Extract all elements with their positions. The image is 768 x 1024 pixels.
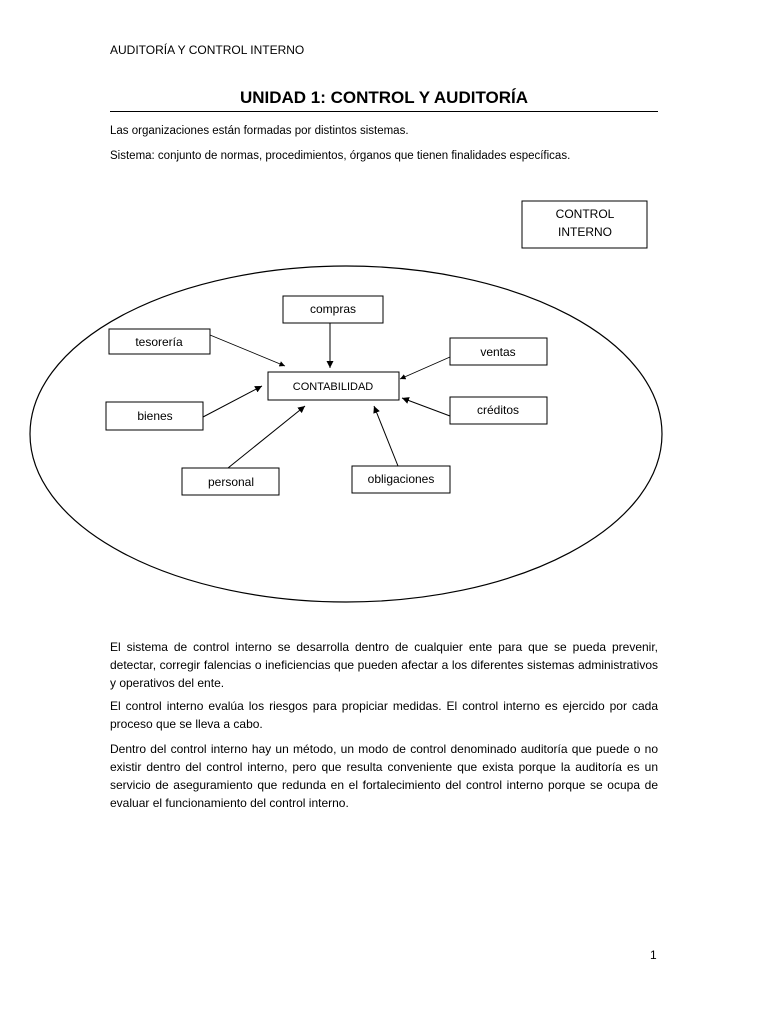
contabilidad-label: CONTABILIDAD [292, 381, 374, 393]
obligaciones-label: obligaciones [367, 472, 435, 486]
arrow-personal [228, 406, 305, 468]
page-title: UNIDAD 1: CONTROL Y AUDITORÍA [110, 88, 658, 112]
control-diagram [0, 195, 768, 615]
personal-label: personal [207, 475, 255, 489]
tesoreria-box [109, 329, 210, 354]
ventas-label: ventas [480, 345, 516, 359]
paragraph-riesgos: El control interno evalúa los riesgos para propiciar medidas. El control interno es ejercido por cada proceso que se lleva a cabo. [110, 699, 658, 731]
personal-box [182, 468, 279, 495]
compras-label: compras [309, 302, 357, 316]
control-interno-label-line1: CONTROL [555, 207, 615, 221]
intro-line: Las organizaciones están formadas por distintos sistemas. [110, 125, 409, 137]
control-interno-box [522, 201, 647, 248]
paragraph-control-interno: El sistema de control interno se desarrolla dentro de cualquier ente para que se pueda prevenir, detectar, corregir falencias o ineficiencias que pueden afectar a los diferentes sistemas administrativos y operativos del ente. [110, 640, 658, 690]
creditos-label: créditos [476, 403, 520, 417]
arrow-creditos [402, 398, 450, 416]
page-number: 1 [650, 948, 657, 962]
paragraph-auditoria: Dentro del control interno hay un método, un modo de control denominado auditoría que puede o no existir dentro del control interno, pero que resulta conveniente que exista porque la auditoría es un servicio de aseguramiento que redunda en el fortalecimiento del control interno porque se ocupa de evaluar el funcionamiento del control interno. [110, 742, 658, 810]
ventas-box [450, 338, 547, 365]
system-definition: Sistema: conjunto de normas, procedimientos, órganos que tienen finalidades específicas. [110, 150, 571, 162]
arrow-ventas [400, 357, 450, 379]
obligaciones-box [352, 466, 450, 493]
compras-box [283, 296, 383, 323]
tesoreria-label: tesorería [135, 335, 183, 349]
arrow-tesoreria [210, 335, 285, 366]
arrow-bienes [203, 386, 262, 417]
arrow-obligaciones [374, 406, 398, 466]
creditos-box [450, 397, 547, 424]
control-interno-label-line2: INTERNO [558, 225, 612, 239]
bienes-label: bienes [137, 409, 173, 423]
running-header: AUDITORÍA Y CONTROL INTERNO [110, 43, 305, 57]
contabilidad-box [268, 372, 399, 400]
bienes-box [106, 402, 203, 430]
